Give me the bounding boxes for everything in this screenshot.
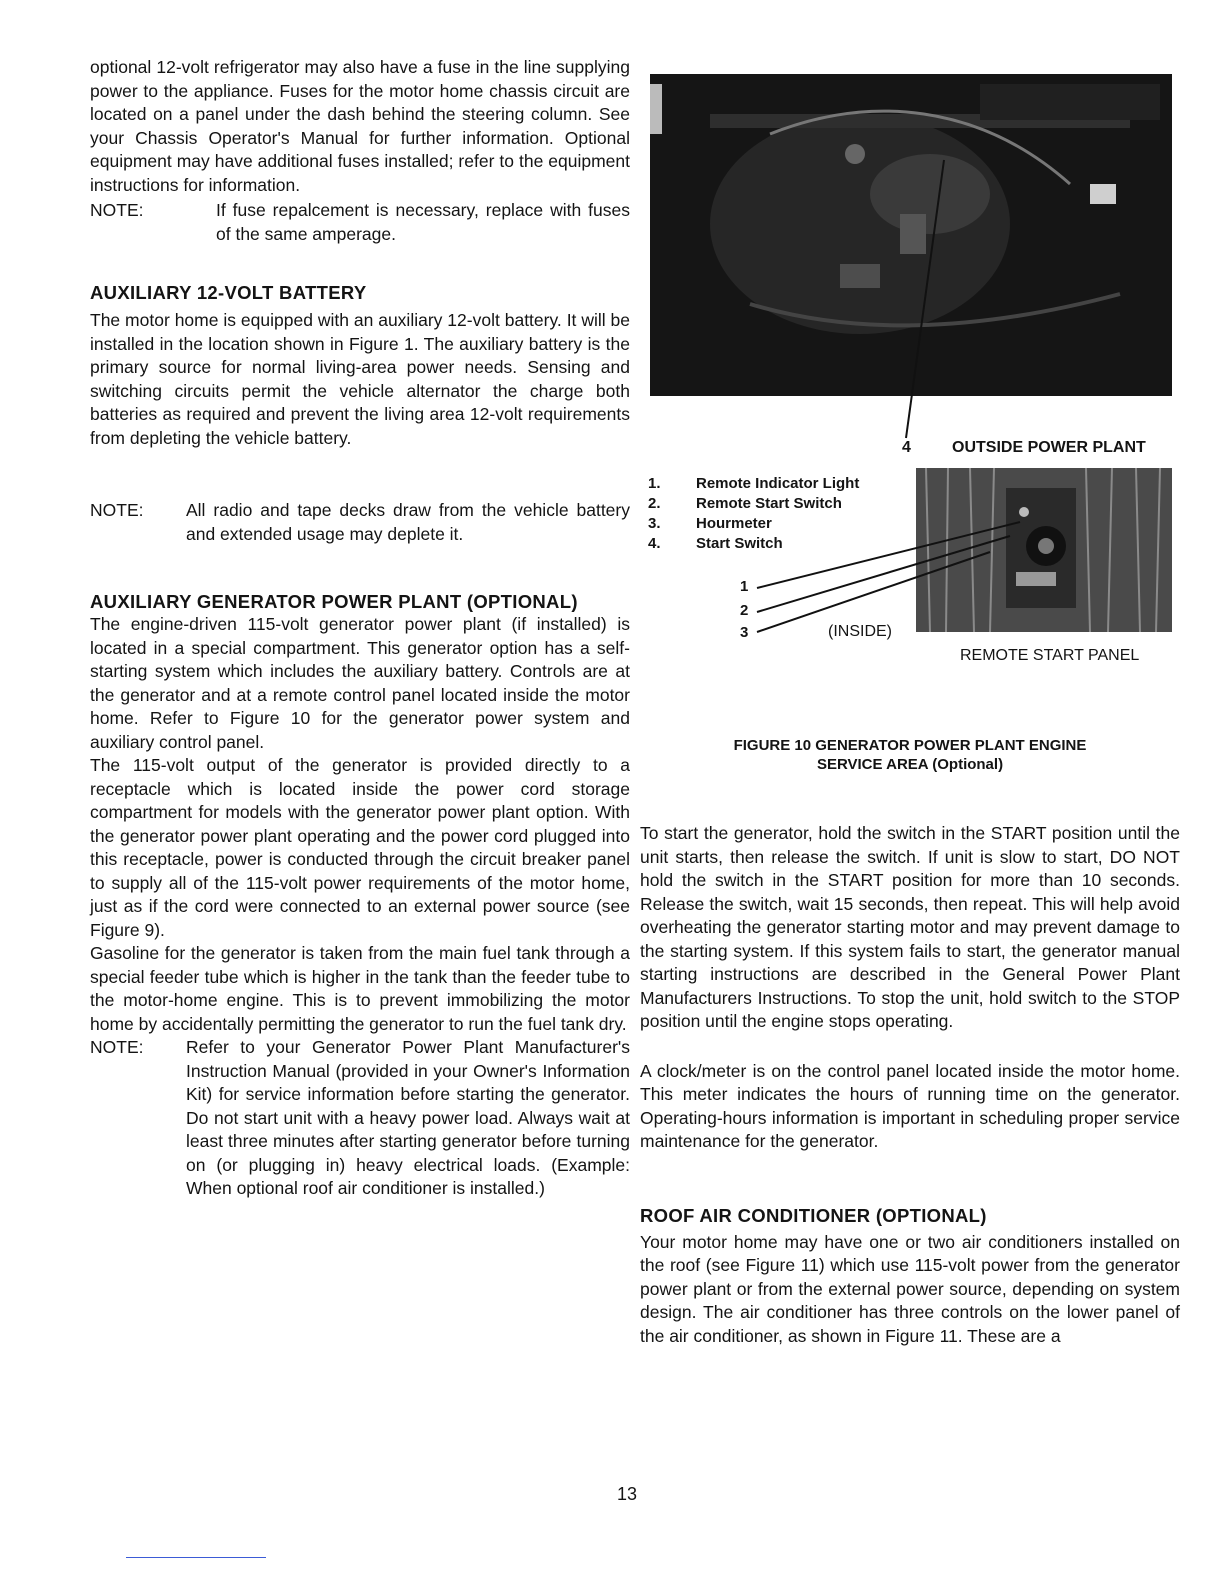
panel-callout-2: 2 bbox=[740, 602, 749, 619]
inside-label: (INSIDE) bbox=[828, 623, 892, 640]
legend-item: 1. Remote Indicator Light bbox=[648, 475, 860, 492]
page-number: 13 bbox=[616, 1484, 638, 1504]
note-label: NOTE: bbox=[90, 1037, 144, 1057]
intro-paragraph: optional 12-volt refrigerator may also have a fuse in the line supplying power to the appliance. Fuses for the motor home chassis circuit are located on a panel under the dash behind the steering column. See your Chassis Operator's Manual for further information. Optional equipment may have additional fuses installed; refer to the equipment instructions for information. bbox=[90, 57, 630, 195]
generator-paragraph-1: The engine-driven 115-volt generator power plant (if installed) is located in a special compartment. This generator option has a self-starting system which includes the auxiliary battery. Controls are at the generator and at a remote control panel located inside the motor home. Refer to Figure 10 for the generator power system and auxiliary control panel. bbox=[90, 614, 630, 752]
outside-power-plant-label: OUTSIDE POWER PLANT bbox=[952, 439, 1146, 456]
note-text: All radio and tape decks draw from the vehicle battery and extended usage may deplete it. bbox=[186, 500, 630, 544]
note-text: Refer to your Generator Power Plant Manufacturer's Instruction Manual (provided in your Owner's Information Kit) for service information before starting the generator. Do not start unit with a heavy power load. Always wait at least three minutes after starting generator before turning on (or plugging in) heavy electrical loads. (Example: When optional roof air conditioner is installed.) bbox=[186, 1037, 630, 1198]
generator-paragraph-2: The 115-volt output of the generator is provided directly to a receptacle which is located inside the power cord storage compartment for models with the generator power plant option. With the generator power plant operating and the power cord plugged into this receptacle, power is conducted through the circuit breaker panel to supply all of the 115-volt power requirements of the motor home, just as if the cord were connected to an external power source (see Figure 9). bbox=[90, 755, 630, 940]
battery-heading: AUXILIARY 12-VOLT BATTERY bbox=[90, 282, 367, 303]
generator-paragraph-3: Gasoline for the generator is taken from the main fuel tank through a special feeder tube which is higher in the tank than the feeder tube to the motor-home engine. This is to prevent immobilizing the motor home by accidentally permitting the generator to run the fuel tank dry. bbox=[90, 943, 630, 1034]
legend-item: 2. Remote Start Switch bbox=[648, 495, 842, 512]
ac-heading: ROOF AIR CONDITIONER (OPTIONAL) bbox=[640, 1204, 987, 1226]
note-label: NOTE: bbox=[90, 500, 144, 520]
figure-legend bbox=[648, 474, 859, 554]
note-text: If fuse repalcement is necessary, replace with fuses of the same amperage. bbox=[216, 200, 630, 244]
legend-item: 3. Hourmeter bbox=[648, 515, 772, 532]
battery-paragraph: The motor home is equipped with an auxiliary 12-volt battery. It will be installed in the location shown in Figure 1. The auxiliary battery is the primary source for normal living-area power needs. Sensing and switching circuits permit the vehicle alternator the charge both batteries as required and prevent the living area 12-volt requirements from depleting the vehicle battery. bbox=[90, 310, 630, 448]
figure-caption bbox=[640, 736, 1180, 774]
generator-heading: AUXILIARY GENERATOR POWER PLANT (OPTIONAL) bbox=[90, 591, 578, 612]
legend-item: 4. Start Switch bbox=[648, 535, 783, 552]
caption-line-2: SERVICE AREA (Optional) bbox=[816, 756, 1004, 773]
right-column bbox=[640, 822, 1180, 1348]
outside-callout-number: 4 bbox=[902, 439, 911, 456]
start-paragraph: To start the generator, hold the switch in the START position until the unit starts, then release the switch. If unit is slow to start, DO NOT hold the switch in the START position for more than 10 seconds. Release the switch, wait 15 seconds, then repeat. This will help avoid overheating the generator starting motor and may prevent damage to the starting system. If this system fails to start, the generator manual starting instructions are described in the General Power Plant Manufacturers Instructions. To stop the unit, hold switch to the STOP position until the engine stops operating. bbox=[640, 823, 1180, 1031]
note-label: NOTE: bbox=[90, 200, 144, 220]
clock-paragraph: A clock/meter is on the control panel located inside the motor home. This meter indicates the hours of running time on the generator. Operating-hours information is important in scheduling proper service maintenance for the generator. bbox=[640, 1060, 1180, 1151]
footer-rule bbox=[126, 1557, 266, 1558]
panel-callout-1: 1 bbox=[740, 578, 749, 595]
caption-line-1: FIGURE 10 GENERATOR POWER PLANT ENGINE bbox=[733, 737, 1087, 754]
remote-start-panel-label: REMOTE START PANEL bbox=[960, 647, 1140, 664]
panel-callout-3: 3 bbox=[740, 624, 749, 641]
ac-paragraph: Your motor home may have one or two air conditioners installed on the roof (see Figure 11) which use 115-volt power from the generator power plant or from the external power source, depending on system design. The air conditioner has three controls on the lower panel of the air conditioner, as shown in Figure 11. These are a bbox=[640, 1231, 1180, 1346]
